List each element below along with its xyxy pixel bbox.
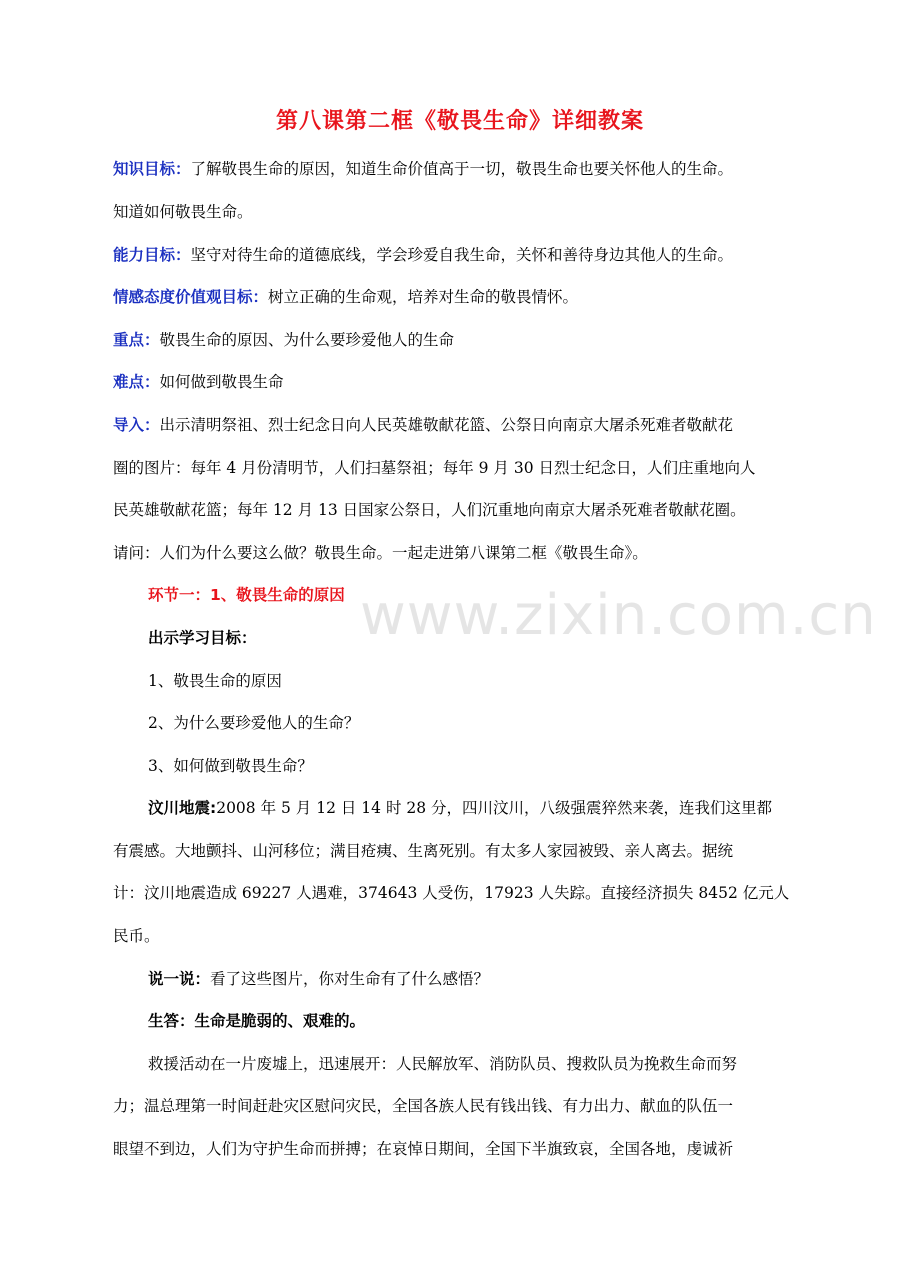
intro-line-1: 出示清明祭祖、烈士纪念日向人民英雄敬献花篮、公祭日向南京大屠杀死难者敬献花: [159, 416, 734, 434]
knowledge-goal-cont: 知道如何敬畏生命。: [113, 203, 253, 221]
quake-line-3: 计：汶川地震造成 69227 人遇难，374643 人受伤，17923 人失踪。直接经济损失 8452 亿元人: [113, 884, 790, 902]
quake-paragraph: [148, 796, 772, 820]
say-prompt: [148, 967, 489, 991]
quake-line-1: 2008 年 5 月 12 日 14 时 28 分，四川汶川，八级强震猝然来袭，连我们这里都: [216, 799, 773, 817]
intro-line-3: 民英雄敬献花篮；每年 12 月 13 日国家公祭日，人们沉重地向南京大屠杀死难者敬献花圈。: [113, 501, 746, 519]
quake-label: 汶川地震:: [148, 799, 217, 817]
goal-item: 2、为什么要珍爱他人的生命？: [148, 714, 360, 732]
watermark: www.zixin.com.cn: [360, 583, 877, 648]
say-text: 看了这些图片，你对生命有了什么感悟？: [210, 970, 490, 988]
key-point-text: 敬畏生命的原因、为什么要珍爱他人的生命: [159, 331, 455, 349]
intro-paragraph: [113, 413, 733, 437]
goals-label: 出示学习目标：: [148, 629, 257, 647]
rescue-line-3: 眼望不到边，人们为守护生命而拼搏；在哀悼日期间，全国下半旗致哀，全国各地，虔诚祈: [113, 1140, 734, 1158]
say-label: 说一说：: [148, 970, 211, 988]
intro-label: 导入：: [113, 416, 160, 434]
emotion-goal: [113, 285, 578, 309]
ability-goal: [113, 243, 733, 267]
rescue-line-2: 力；温总理第一时间赶赴灾区慰问灾民，全国各族人民有钱出钱、有力出力、献血的队伍一: [113, 1097, 734, 1115]
ability-goal-label: 能力目标：: [113, 246, 191, 264]
key-point-label: 重点：: [113, 331, 160, 349]
knowledge-goal-text: 了解敬畏生命的原因，知道生命价值高于一切，敬畏生命也要关怀他人的生命。: [190, 160, 734, 178]
difficult-point-text: 如何做到敬畏生命: [159, 373, 284, 391]
goal-item: 3、如何做到敬畏生命？: [148, 757, 313, 775]
difficult-point: [113, 370, 284, 394]
intro-line-2: 圈的图片：每年 4 月份清明节，人们扫墓祭祖；每年 9 月 30 日烈士纪念日，人们庄重地向人: [113, 459, 756, 477]
page-title: 第八课第二框《敬畏生命》详细教案: [275, 109, 644, 134]
rescue-line-1: 救援活动在一片废墟上，迅速展开：人民解放军、消防队员、搜救队员为挽救生命而努: [148, 1055, 738, 1073]
goal-item: 1、敬畏生命的原因: [148, 672, 282, 690]
intro-line-4: 请问：人们为什么要这么做？敬畏生命。一起走进第八课第二框《敬畏生命》。: [113, 544, 648, 562]
ability-goal-text: 坚守对待生命的道德底线，学会珍爱自我生命，关怀和善待身边其他人的生命。: [190, 246, 734, 264]
quake-line-4: 民币。: [113, 927, 160, 945]
section-heading: 环节一：1、敬畏生命的原因: [148, 586, 345, 604]
quake-line-2: 有震感。大地颤抖、山河移位；满目疮痍、生离死别。有太多人家园被毁、亲人离去。据统: [113, 842, 734, 860]
student-answer: 生答：生命是脆弱的、艰难的。: [148, 1012, 366, 1030]
difficult-point-label: 难点：: [113, 373, 160, 391]
knowledge-goal: [113, 157, 733, 181]
knowledge-goal-label: 知识目标：: [113, 160, 191, 178]
key-point: [113, 328, 454, 352]
emotion-goal-label: 情感态度价值观目标：: [113, 288, 269, 306]
emotion-goal-text: 树立正确的生命观，培养对生命的敬畏情怀。: [268, 288, 579, 306]
